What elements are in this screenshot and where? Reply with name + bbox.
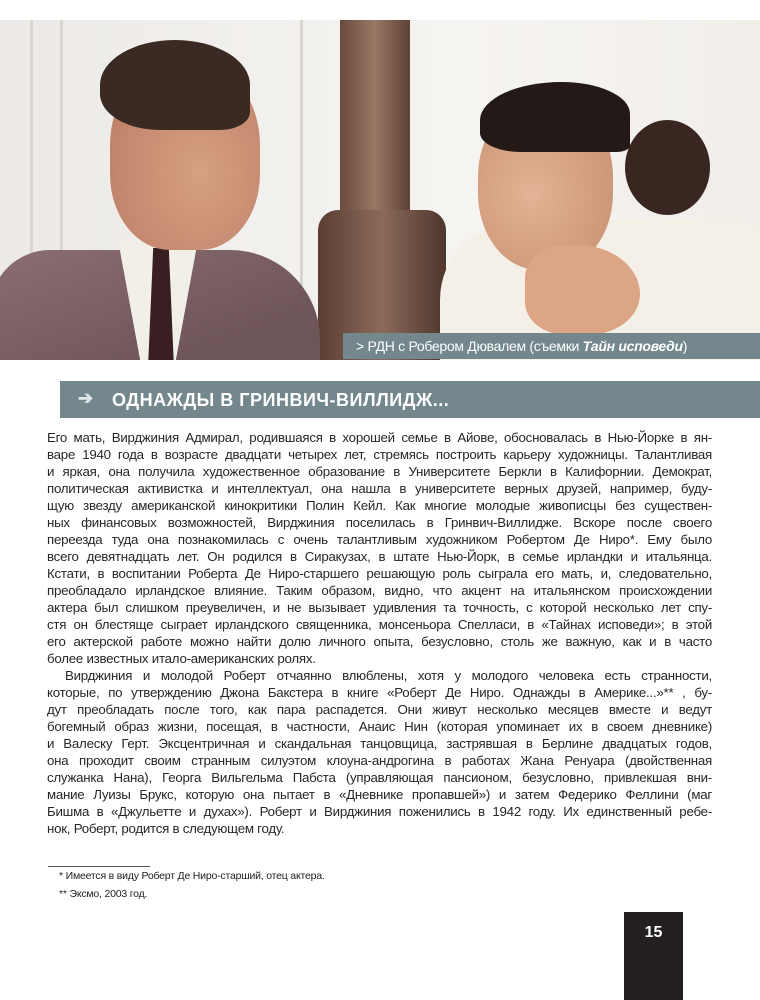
page-number-box <box>624 912 683 1000</box>
section-heading <box>60 381 760 418</box>
text-line: переезда туда она познакомилась с очень талантливым художником Робертом Де Ниро*. Ему было <box>47 532 712 547</box>
section-title: ОДНАЖДЫ В ГРИНВИЧ-ВИЛЛИДЖ... <box>112 390 450 410</box>
text-line: ных финансовых возможностей, Вирджиния поселилась в Гринвич-Виллидже. Вскоре после своего <box>47 515 712 530</box>
text-line: стя он блестяще сыграет ирландского священника, монсеньора Спелласи, в «Тайнах исповеди»; в этой <box>47 617 712 632</box>
text-line: актера был слишком преувеличен, и не вызывает удивления та точность, с которой несколько лет спу- <box>47 600 712 615</box>
body-text <box>47 429 712 837</box>
photo-caption <box>343 333 760 359</box>
text-line: богемный образ жизни, посещая, в частности, Анаис Нин (которая упоминает их в своем дневнике) <box>47 719 712 734</box>
text-line: и яркая, она получила художественное образование в Университете Беркли в Калифорнии. Демократ, <box>47 464 712 479</box>
text-line: всего девятнадцать лет. Он родился в Сиракузах, в штате Нью-Йорк, в семье ирландки и итальянца. <box>47 549 712 564</box>
text-line: нок, Роберт, родится в следующем году. <box>47 821 285 836</box>
text-line: которые, по утверждению Джона Бакстера в книге «Роберт Де Ниро. Однажды в Америке...»** , бу- <box>47 685 712 700</box>
photo-duvall-and-de-niro <box>0 20 760 360</box>
footnote-divider <box>48 866 150 867</box>
text-line: дут преобладать после того, как пара распадется. Они живут несколько месяцев вместе и ведут <box>47 702 712 717</box>
text-line: Вирджиния и молодой Роберт отчаянно влюблены, хотя у молодого человека есть странности, <box>65 668 712 683</box>
man-left-hair <box>100 40 250 130</box>
text-line: щую звезду американской кинокритики Полин Кейл. Как многие молодые живописцы без существен- <box>47 498 712 513</box>
caption-film-title: Тайн исповеди <box>582 338 683 354</box>
caption-close: ) <box>682 338 688 354</box>
woman-hair-bun <box>625 120 710 215</box>
text-line: его актерской работе можно найти долю личного опыта, безусловно, столь же важную, как и в часто <box>47 634 712 649</box>
page-number: 15 <box>644 924 663 941</box>
arrow-right-icon: ➔ <box>78 388 94 408</box>
text-line: служанка Нана), Георга Вильгельма Пабста (управляющая пансионом, безусловно, привлекшая вни- <box>47 770 712 785</box>
text-line: политическая активистка и интеллектуал, она нашла в университете верных друзей, например, буду- <box>47 481 712 496</box>
footnote-1: * Имеется в виду Роберт Де Ниро-старший, отец актера. <box>59 870 325 882</box>
text-line: Бишма в «Джульетте и духах»). Роберт и Вирджиния поженились в 1942 году. Их единственный ребе- <box>47 804 712 819</box>
text-line: и Валеску Герт. Эксцентричная и скандальная танцовщица, застрявшая в Берлине двадцатых годов, <box>47 736 712 751</box>
text-line: варе 1940 года в возрасте двадцати четырех лет, стремясь построить карьеру художницы. Талантливая <box>47 447 712 462</box>
text-line: Его мать, Вирджиния Адмирал, родившаяся в хорошей семье в Айове, обосновалась в Нью-Йорке в ян- <box>47 430 712 445</box>
text-line: преобладало ирландское влияние. Таким образом, видно, что акцент на итальянском происхождении <box>47 583 712 598</box>
man-right-hair <box>480 82 630 152</box>
text-line: более известных итало-американских ролях. <box>47 651 316 666</box>
caption-text: > РДН с Робером Дювалем (съемки <box>356 338 583 354</box>
text-line: она проходит своим странным силуэтом клоуна-андрогина в работах Жана Ренуара (двойственная <box>47 753 712 768</box>
text-line: Кстати, в воспитании Роберта Де Ниро-старшего решающую роль сыграла его мать, и, следовательно, <box>47 566 712 581</box>
footnote-2: ** Эксмо, 2003 год. <box>59 888 148 900</box>
text-line: мание Луизы Брукс, которую она пытает в «Дневнике пропавшей») и затем Федерико Феллини (маг <box>47 787 712 802</box>
